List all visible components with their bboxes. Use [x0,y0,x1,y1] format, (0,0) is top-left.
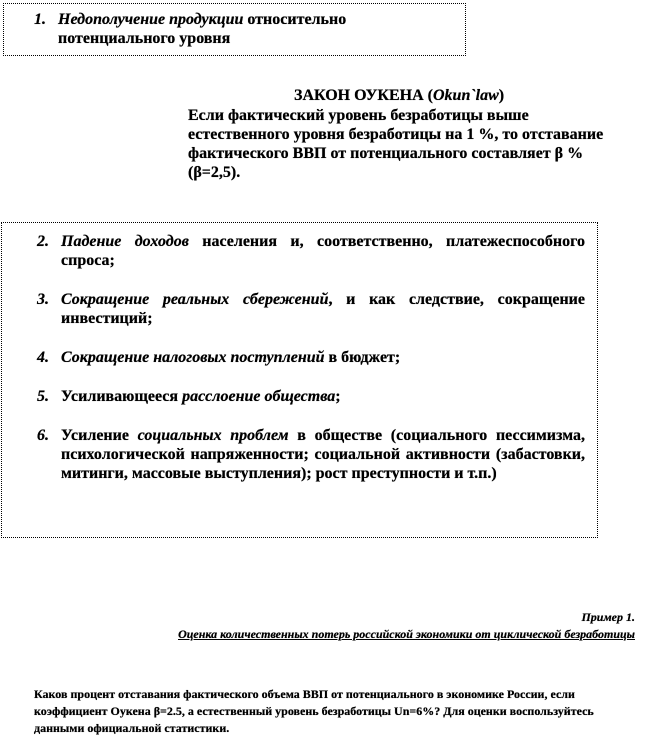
list-item-1 [34,10,455,48]
list-item-4 [37,348,585,367]
item-text [61,232,585,270]
item-text [58,10,455,48]
item-number: 1. [34,11,46,28]
item-emphasis: социальных проблем [137,427,289,444]
consequences-box [1,222,598,538]
item-emphasis: расслоение общества [182,388,336,405]
item-pre: Усиливающееся [61,388,183,405]
okun-law-body: Если фактический уровень безработицы выше естественного уровня безработицы на 1 %, то отставание фактического ВВП от потенциального составляет β % (β=2,5). [188,107,604,181]
item-number: 2. [37,233,49,250]
item-pre: Усиление [61,427,138,444]
item-emphasis: Недополучение продукции [58,11,244,28]
item-text [61,426,585,483]
item-number: 5. [37,388,49,405]
lost-output-box [3,3,466,56]
okun-law-title [294,86,574,106]
okun-title-main: ЗАКОН ОУКЕНА ( [294,87,433,104]
example-question: Каков процент отставания фактического объема ВВП от потенциального в экономике России, если коэффициент Оукена β=2.5, а естественный уровень безработицы Un=6%? Для оценки воспользуйтесь данными официальной статистики. [34,687,594,735]
item-rest: ; [335,388,341,405]
item-number: 6. [37,427,49,444]
item-emphasis: Сокращение реальных сбережений [61,291,329,308]
list-item-3 [37,290,585,328]
item-number: 3. [37,291,49,308]
item-rest: в обществе (социального пессимизма, психологической напряженности; социальной активности (забастовки, митинги, массовые выступления); рост преступности и т.п.) [61,427,585,482]
item-rest: относительно потенциального уровня [58,11,347,47]
item-number: 4. [37,349,49,366]
example-heading [75,609,635,643]
item-emphasis: Падение доходов [61,233,189,250]
list-item-5 [37,387,585,406]
item-rest: , и как следствие, сокращение инвестиций; [61,291,585,327]
example-title: Оценка количественных потерь российской экономики от циклической безработицы [178,627,635,641]
example-label: Пример 1. [581,610,635,624]
okun-title-end: ) [498,87,505,104]
item-emphasis: Сокращение налоговых поступлений [61,349,325,366]
item-text [61,387,585,406]
list-item-6 [37,426,585,483]
item-rest: в бюджет; [324,349,401,366]
item-text [61,290,585,328]
okun-title-latin: Okun`law [432,87,499,104]
list-item-2 [37,232,585,270]
item-text [61,348,585,367]
item-rest: населения и, соответственно, платежеспособного спроса; [61,233,585,269]
